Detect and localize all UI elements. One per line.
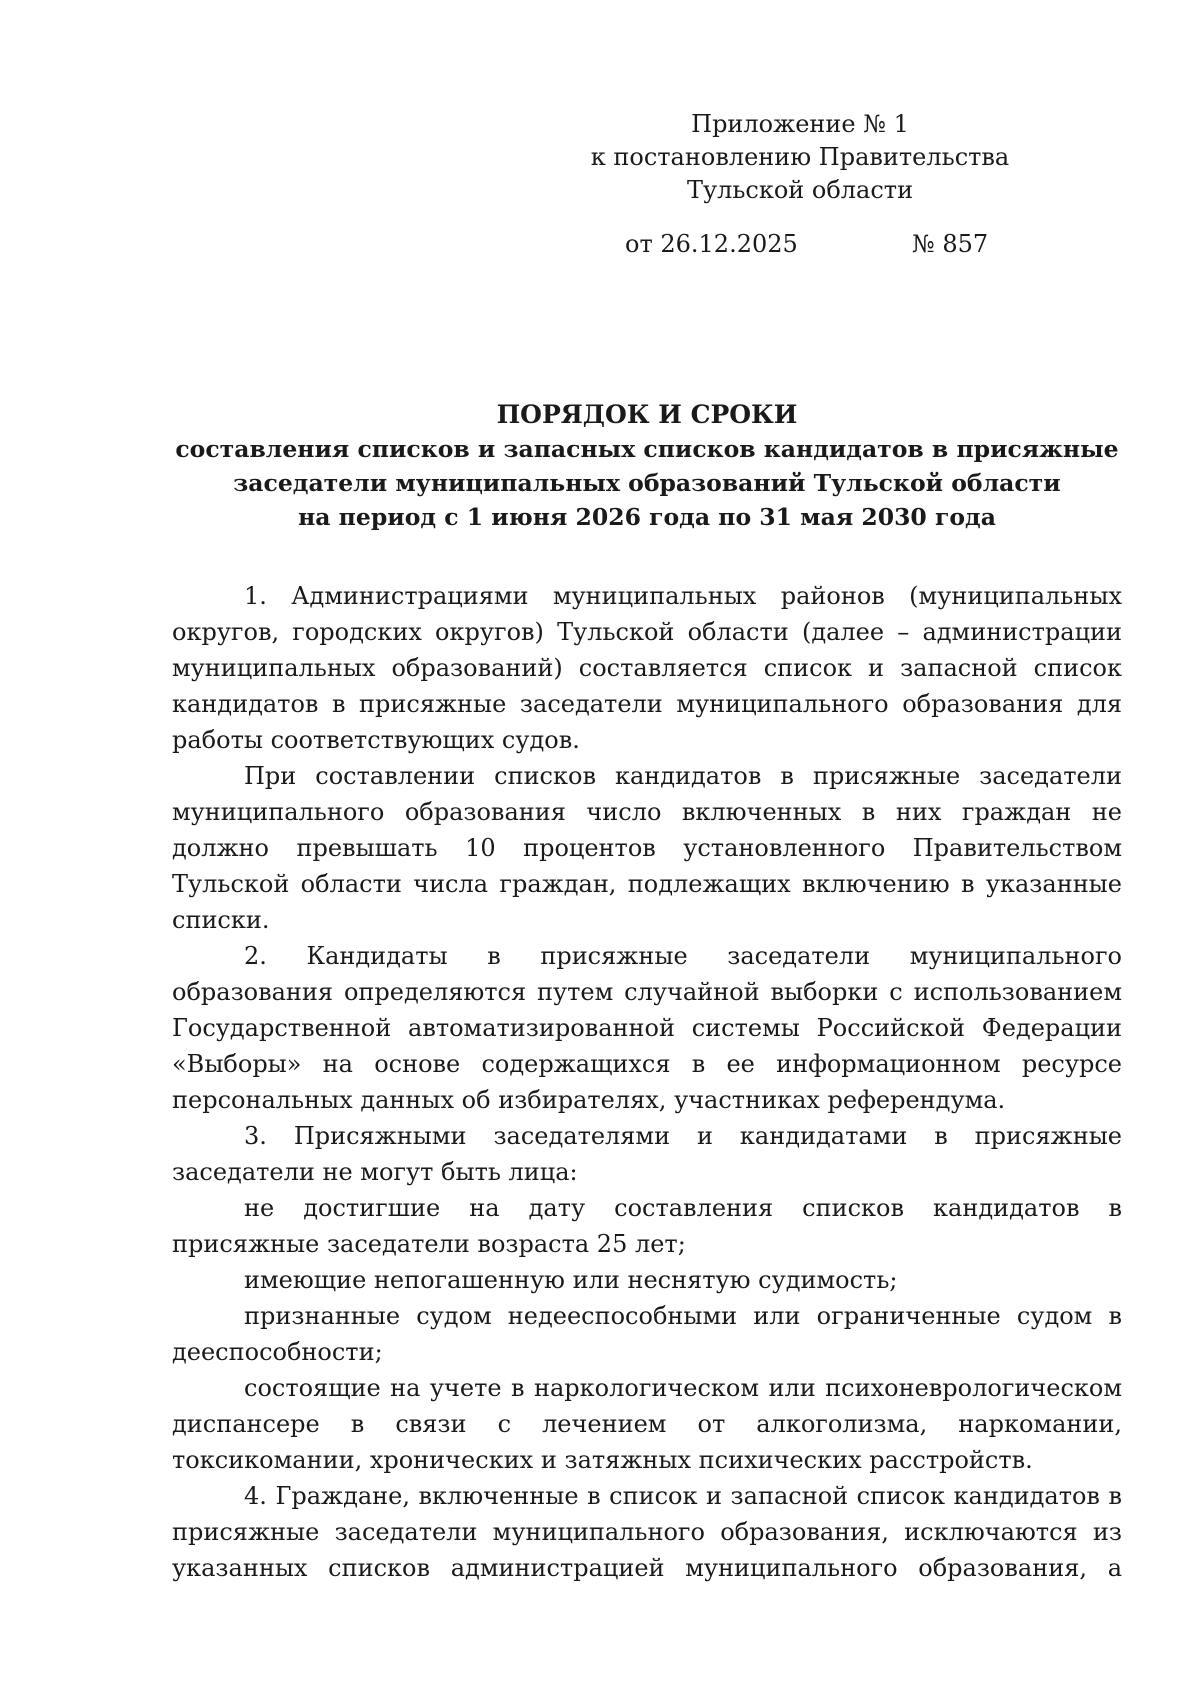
annex-line-3: Тульской области	[686, 176, 914, 204]
title-line-4: на период с 1 июня 2026 года по 31 мая 2030 года	[298, 503, 996, 531]
title-main: ПОРЯДОК И СРОКИ	[496, 400, 798, 429]
paragraph-1: 1. Администрациями муниципальных районов (муниципальных округов, городских округов) Тульской области (далее – администрации муниципальных образований) составляется список и запасной список кандидатов в присяжные заседатели муниципального образования для работы соответствующих судов.	[172, 582, 1122, 754]
document-body	[172, 578, 1122, 1586]
resolution-number: № 857	[912, 230, 989, 258]
annex-header	[560, 108, 1040, 207]
paragraph-3-item-4: состоящие на учете в наркологическом или психоневрологическом диспансере в связи с лечением от алкоголизма, наркомании, токсикомании, хронических и затяжных психических расстройств.	[172, 1374, 1122, 1474]
document-title	[172, 398, 1122, 534]
resolution-date: от 26.12.2025	[625, 230, 798, 258]
paragraph-4: 4. Граждане, включенные в список и запасной список кандидатов в присяжные заседатели муниципального образования, исключаются из указанных списков администрацией муниципального образования, а	[172, 1482, 1122, 1582]
annex-line-2: к постановлению Правительства	[590, 143, 1010, 171]
title-line-3: заседатели муниципальных образований Тульской области	[233, 469, 1061, 497]
paragraph-3-item-2: имеющие непогашенную или неснятую судимость;	[244, 1266, 898, 1294]
paragraph-3-item-3: признанные судом недееспособными или ограниченные судом в дееспособности;	[172, 1302, 1122, 1366]
title-line-2: составления списков и запасных списков кандидатов в присяжные	[175, 435, 1119, 463]
paragraph-3-item-1: не достигшие на дату составления списков кандидатов в присяжные заседатели возраста 25 лет;	[172, 1194, 1122, 1258]
paragraph-2: 2. Кандидаты в присяжные заседатели муниципального образования определяются путем случайной выборки с использованием Государственной автоматизированной системы Российской Федерации «Выборы» на основе содержащихся в ее информационном ресурсе персональных данных об избирателях, участниках референдума.	[172, 942, 1122, 1114]
paragraph-1-note: При составлении списков кандидатов в присяжные заседатели муниципального образования число включенных в них граждан не должно превышать 10 процентов установленного Правительством Тульской области числа граждан, подлежащих включению в указанные списки.	[172, 762, 1122, 934]
annex-line-1: Приложение № 1	[691, 110, 909, 138]
paragraph-3: 3. Присяжными заседателями и кандидатами в присяжные заседатели не могут быть лица:	[172, 1122, 1122, 1186]
